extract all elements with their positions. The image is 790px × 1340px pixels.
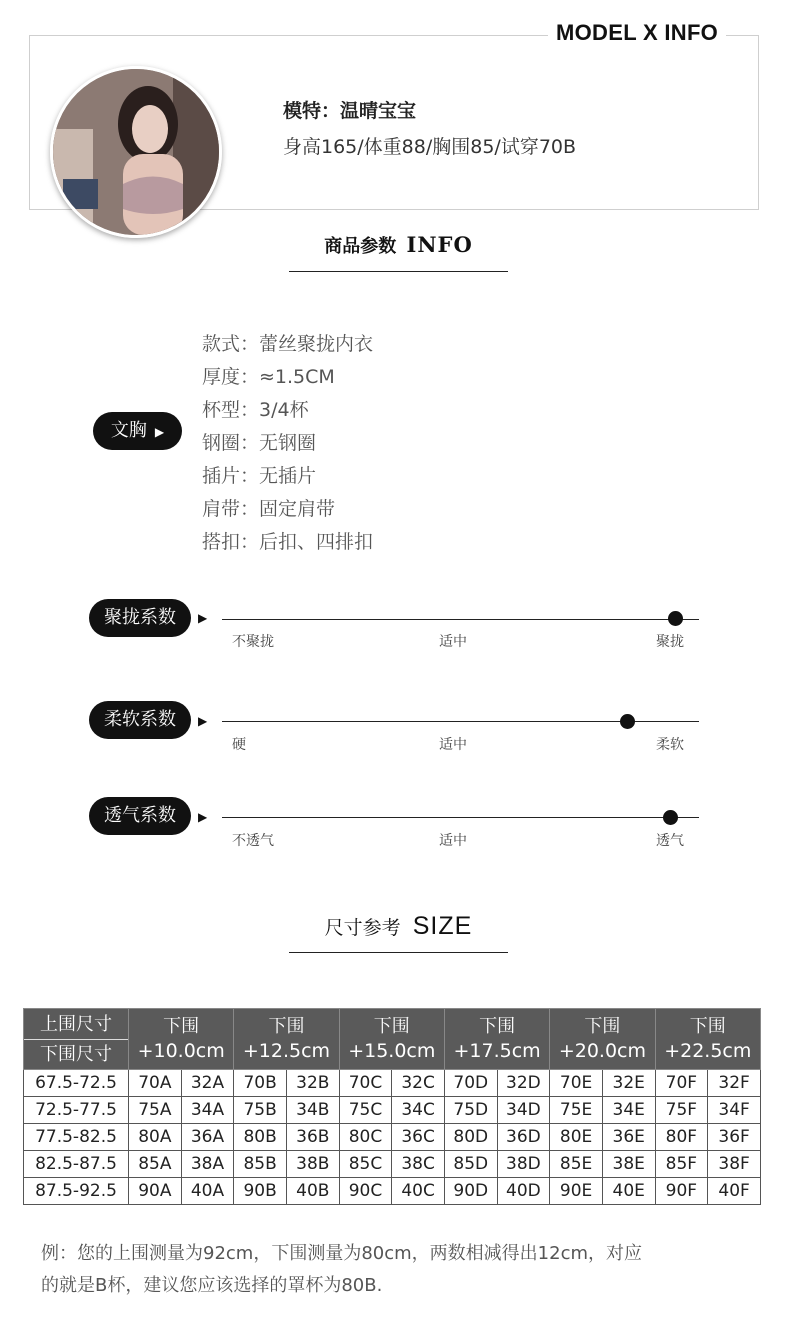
table-cell: 34B xyxy=(286,1097,339,1124)
band-header xyxy=(129,1009,234,1070)
table-cell: 85B xyxy=(234,1151,287,1178)
table-cell: 36F xyxy=(708,1124,761,1151)
table-range-cell: 72.5-77.5 xyxy=(24,1097,129,1124)
table-cell: 80C xyxy=(339,1124,392,1151)
table-cell: 70D xyxy=(444,1070,497,1097)
size-table-body xyxy=(24,1070,761,1205)
spec-insert: 插片：无插片 xyxy=(202,465,317,487)
corner-top-label: 上围尺寸 xyxy=(24,1009,128,1040)
table-cell: 38E xyxy=(602,1151,655,1178)
table-cell: 32E xyxy=(602,1070,655,1097)
table-cell: 80B xyxy=(234,1124,287,1151)
softness-left-label: 硬 xyxy=(232,737,246,753)
band-label: 下围 xyxy=(163,1016,200,1037)
table-cell: 70C xyxy=(339,1070,392,1097)
band-header xyxy=(339,1009,444,1070)
table-cell: 85C xyxy=(339,1151,392,1178)
band-header xyxy=(655,1009,760,1070)
table-cell: 90A xyxy=(129,1178,182,1205)
push-up-mid-label: 适中 xyxy=(439,634,467,650)
table-range-cell: 67.5-72.5 xyxy=(24,1070,129,1097)
play-triangle-icon: ▶ xyxy=(198,810,208,824)
table-row xyxy=(24,1124,761,1151)
model-stats: 身高165/体重88/胸围85/试穿70B xyxy=(283,136,577,158)
table-cell: 36C xyxy=(392,1124,445,1151)
size-table xyxy=(23,1008,761,1205)
table-cell: 38D xyxy=(497,1151,550,1178)
band-diff: +22.5cm xyxy=(664,1040,752,1062)
softness-mid-label: 适中 xyxy=(439,737,467,753)
table-cell: 80F xyxy=(655,1124,708,1151)
table-cell: 32D xyxy=(497,1070,550,1097)
table-cell: 85E xyxy=(550,1151,603,1178)
breathability-pill: 透气系数 xyxy=(89,797,191,835)
breathability-left-label: 不透气 xyxy=(232,833,274,849)
table-cell: 85D xyxy=(444,1151,497,1178)
table-cell: 70B xyxy=(234,1070,287,1097)
band-label: 下围 xyxy=(479,1016,516,1037)
softness-indicator xyxy=(620,714,635,729)
softness-right-label: 柔软 xyxy=(656,737,684,753)
band-diff: +10.0cm xyxy=(137,1040,225,1062)
model-info-header: MODEL X INFO xyxy=(548,18,726,48)
table-cell: 75F xyxy=(655,1097,708,1124)
spec-underwire: 钢圈：无钢圈 xyxy=(202,432,317,454)
corner-bottom-label: 下围尺寸 xyxy=(40,1044,112,1065)
band-label: 下围 xyxy=(373,1016,410,1037)
bra-pill-label: 文胸 xyxy=(110,420,147,441)
spec-cup-type: 杯型：3/4杯 xyxy=(202,399,309,421)
bra-pill xyxy=(93,412,182,450)
table-cell: 34D xyxy=(497,1097,550,1124)
band-header xyxy=(550,1009,655,1070)
size-title-cn: 尺寸参考 xyxy=(324,917,401,939)
table-range-cell: 77.5-82.5 xyxy=(24,1124,129,1151)
table-row xyxy=(24,1097,761,1124)
table-cell: 70F xyxy=(655,1070,708,1097)
table-cell: 75C xyxy=(339,1097,392,1124)
table-cell: 70A xyxy=(129,1070,182,1097)
table-cell: 36A xyxy=(181,1124,234,1151)
size-title-en: SIZE xyxy=(412,912,473,940)
table-row xyxy=(24,1178,761,1205)
table-cell: 38A xyxy=(181,1151,234,1178)
table-range-cell: 82.5-87.5 xyxy=(24,1151,129,1178)
table-cell: 75D xyxy=(444,1097,497,1124)
play-triangle-icon: ▶ xyxy=(198,611,208,625)
model-photo xyxy=(50,66,222,238)
push-up-indicator xyxy=(668,611,683,626)
table-cell: 80D xyxy=(444,1124,497,1151)
table-cell: 40D xyxy=(497,1178,550,1205)
table-cell: 75B xyxy=(234,1097,287,1124)
table-cell: 75A xyxy=(129,1097,182,1124)
table-cell: 40B xyxy=(286,1178,339,1205)
table-cell: 32C xyxy=(392,1070,445,1097)
table-cell: 90E xyxy=(550,1178,603,1205)
table-cell: 36B xyxy=(286,1124,339,1151)
table-cell: 40A xyxy=(181,1178,234,1205)
table-row xyxy=(24,1070,761,1097)
push-up-left-label: 不聚拢 xyxy=(232,634,274,650)
size-note-line2: 的就是B杯，建议您应该选择的罩杯为80B. xyxy=(41,1275,383,1296)
push-up-pill: 聚拢系数 xyxy=(89,599,191,637)
table-cell: 40C xyxy=(392,1178,445,1205)
softness-pill: 柔软系数 xyxy=(89,701,191,739)
table-cell: 80E xyxy=(550,1124,603,1151)
band-diff: +12.5cm xyxy=(242,1040,331,1062)
breathability-mid-label: 适中 xyxy=(439,833,467,849)
model-name: 模特：温晴宝宝 xyxy=(283,100,417,122)
band-diff: +20.0cm xyxy=(558,1040,646,1062)
table-cell: 70E xyxy=(550,1070,603,1097)
table-cell: 90D xyxy=(444,1178,497,1205)
table-cell: 40E xyxy=(602,1178,655,1205)
table-cell: 34F xyxy=(708,1097,761,1124)
band-header xyxy=(234,1009,339,1070)
play-triangle-icon: ▶ xyxy=(198,714,208,728)
band-header xyxy=(444,1009,549,1070)
table-cell: 38C xyxy=(392,1151,445,1178)
table-cell: 34E xyxy=(602,1097,655,1124)
table-cell: 80A xyxy=(129,1124,182,1151)
table-cell: 90C xyxy=(339,1178,392,1205)
table-cell: 36E xyxy=(602,1124,655,1151)
table-row xyxy=(24,1151,761,1178)
push-up-right-label: 聚拢 xyxy=(656,634,684,650)
breathability-indicator xyxy=(663,810,678,825)
table-cell: 38F xyxy=(708,1151,761,1178)
spec-clasp: 搭扣：后扣、四排扣 xyxy=(202,531,374,553)
table-cell: 40F xyxy=(708,1178,761,1205)
table-cell: 90F xyxy=(655,1178,708,1205)
table-cell: 34C xyxy=(392,1097,445,1124)
table-cell: 32F xyxy=(708,1070,761,1097)
spec-style: 款式：蕾丝聚拢内衣 xyxy=(202,333,374,355)
info-title-cn: 商品参数 xyxy=(324,236,397,257)
band-diff: +15.0cm xyxy=(348,1040,436,1062)
play-triangle-icon: ▶ xyxy=(154,425,165,439)
table-cell: 32A xyxy=(181,1070,234,1097)
table-cell: 85A xyxy=(129,1151,182,1178)
table-cell: 32B xyxy=(286,1070,339,1097)
info-section-title xyxy=(289,232,508,272)
table-cell: 38B xyxy=(286,1151,339,1178)
spec-thickness: 厚度：≈1.5CM xyxy=(202,366,335,388)
band-label: 下围 xyxy=(689,1016,726,1037)
size-table-header xyxy=(24,1009,761,1070)
push-up-track xyxy=(222,619,699,620)
breathability-right-label: 透气 xyxy=(656,833,684,849)
table-cell: 85F xyxy=(655,1151,708,1178)
band-label: 下围 xyxy=(584,1016,621,1037)
size-section-title xyxy=(289,912,508,953)
table-cell: 75E xyxy=(550,1097,603,1124)
band-label: 下围 xyxy=(268,1016,305,1037)
table-range-cell: 87.5-92.5 xyxy=(24,1178,129,1205)
corner-cell xyxy=(24,1009,129,1070)
size-note-line1: 例：您的上围测量为92cm，下围测量为80cm，两数相减得出12cm，对应 xyxy=(41,1243,643,1264)
breathability-track xyxy=(222,817,699,818)
table-cell: 36D xyxy=(497,1124,550,1151)
band-diff: +17.5cm xyxy=(453,1040,541,1062)
table-cell: 90B xyxy=(234,1178,287,1205)
spec-strap: 肩带：固定肩带 xyxy=(202,498,336,520)
info-title-en: INFO xyxy=(406,232,473,257)
table-cell: 34A xyxy=(181,1097,234,1124)
